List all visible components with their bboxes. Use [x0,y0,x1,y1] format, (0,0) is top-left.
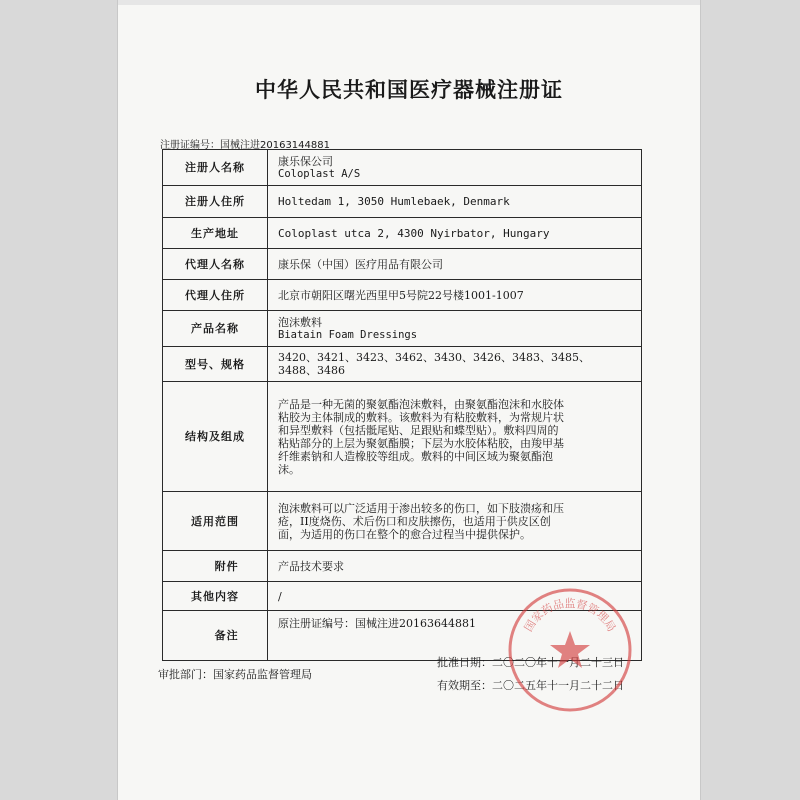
label-registrant-name: 注册人名称 [163,150,268,186]
label-product-name: 产品名称 [163,311,268,347]
approval-department: 审批部门：国家药品监督管理局 [158,668,312,681]
value-model-spec [268,347,642,382]
table-row-attachment [163,551,642,582]
table-row-agent-address [163,280,642,311]
label-agent-name: 代理人名称 [163,249,268,280]
label-scope: 适用范围 [163,492,268,551]
registrant-name-cn: 康乐保公司 [278,154,333,168]
certificate-number: 注册证编号：国械注进20163144881 [160,140,330,151]
value-remarks: 原注册证编号：国械注进20163644881 [268,611,642,661]
table-row-production-address [163,218,642,249]
table-row-model-spec [163,347,642,382]
structure-line: 粘胶为主体制成的敷料。该敷料为有粘胶敷料，为常规片状 [278,410,564,424]
structure-line: 纤维素钠和人造橡胶等组成。敷料的中间区域为聚氨酯泡 [278,449,553,463]
label-registrant-address: 注册人住所 [163,186,268,218]
label-model-spec: 型号、规格 [163,347,268,382]
product-name-en: Biatain Foam Dressings [278,328,418,341]
table-row-product-name [163,311,642,347]
page-title: 中华人民共和国医疗器械注册证 [255,78,563,102]
table-row-structure [163,382,642,492]
label-production-address: 生产地址 [163,218,268,249]
value-agent-address: 北京市朝阳区曙光西里甲5号院22号楼1001-1007 [268,280,642,311]
approval-date: 批准日期：二〇二〇年十一月二十三日 [437,656,624,669]
model-spec-line-2: 3488、3486 [278,364,345,377]
product-name-cn: 泡沫敷料 [278,315,322,329]
table-row-agent-name [163,249,642,280]
structure-line: 和异型敷料（包括骶尾贴、足跟贴和蝶型贴）。敷料四周的 [278,423,559,437]
registrant-name-en: Coloplast A/S [278,167,361,180]
scope-line: 面，为适用的伤口在整个的愈合过程当中提供保护。 [278,527,531,541]
label-other: 其他内容 [163,582,268,611]
value-registrant-name [268,150,642,186]
structure-line: 产品是一种无菌的聚氨酯泡沫敷料，由聚氨酯泡沫和水胶体 [278,397,564,411]
value-scope [268,492,642,551]
scope-line: 疮，II度烧伤、术后伤口和皮肤擦伤，也适用于供皮区创 [278,514,551,528]
table-row-registrant-address [163,186,642,218]
valid-until: 有效期至：二〇二五年十一月二十二日 [437,679,624,692]
model-spec-line-1: 3420、3421、3423、3462、3430、3426、3483、3485、 [278,351,590,364]
structure-line: 粘贴部分的上层为聚氨酯膜；下层为水胶体粘胶，由羧甲基 [278,436,564,450]
seal-star-icon [550,631,590,668]
official-seal [505,585,635,715]
label-remarks: 备注 [163,611,268,661]
value-product-name [268,311,642,347]
table-row-registrant-name [163,150,642,186]
paper-top-edge [118,0,700,5]
value-other: / [268,582,642,611]
value-agent-name: 康乐保（中国）医疗用品有限公司 [268,249,642,280]
structure-line: 沫。 [278,462,300,476]
seal-text: 国家药品监督管理局 [521,597,619,634]
label-structure: 结构及组成 [163,382,268,492]
value-structure [268,382,642,492]
value-production-address: Coloplast utca 2, 4300 Nyirbator, Hungary [268,218,642,249]
scope-line: 泡沫敷料可以广泛适用于渗出较多的伤口，如下肢溃疡和压 [278,501,564,515]
label-attachment: 附件 [163,551,268,582]
value-registrant-address: Holtedam 1, 3050 Humlebaek, Denmark [268,186,642,218]
value-attachment: 产品技术要求 [268,551,642,582]
table-row-scope [163,492,642,551]
label-agent-address: 代理人住所 [163,280,268,311]
